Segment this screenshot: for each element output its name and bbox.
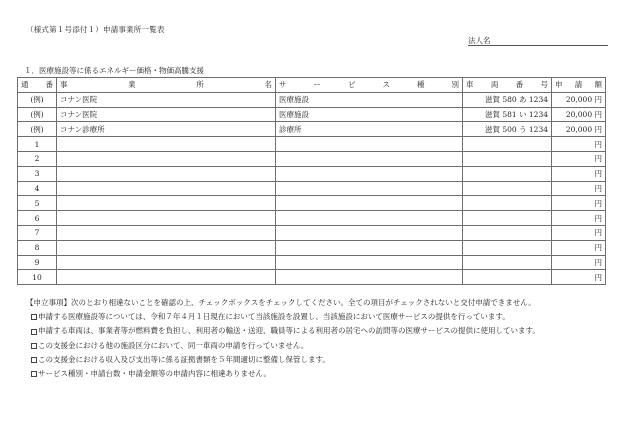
vehicle-number-cell[interactable] (463, 240, 552, 255)
column-header-vehicle-number: 車 両 番 号 (463, 78, 552, 93)
checkbox[interactable] (31, 357, 37, 363)
declaration-text: この支援金における収入及び支出等に係る証拠書類を５年間適切に整備し保管します。 (38, 354, 330, 364)
table-row (18, 151, 606, 166)
vehicle-number-cell[interactable] (463, 196, 552, 211)
table-row (18, 166, 606, 181)
declaration-text: 申請する医療施設等については、令和７年４月１日現在において当該施設を設置し、当該施設において医療サービスの提供を行っています。 (38, 312, 510, 322)
declaration-text: この支援金における他の施設区分において、同一車両の申請を行っていません。 (38, 340, 309, 350)
declaration-text: 申請する車両は、事業者等が燃料費を負担し、利用者の輸送・送迎、職員等による利用者の居宅への訪問等の医療サービスの提供に使用しています。 (38, 326, 540, 336)
example-service-type: 医療施設 (276, 92, 463, 107)
column-header-facility-name: 事 業 所 名 (57, 78, 276, 93)
amount-cell[interactable]: 円 (552, 240, 606, 255)
example-amount: 20,000 円 (552, 92, 606, 107)
table-row (18, 270, 606, 285)
column-header-service-type: サ ー ビ ス 種 別 (276, 78, 463, 93)
row-no: 4 (18, 181, 57, 196)
facility-name-cell[interactable] (57, 270, 276, 285)
corp-name-label: 法人名 (468, 36, 491, 45)
row-no: 2 (18, 151, 57, 166)
amount-cell[interactable]: 円 (552, 151, 606, 166)
vehicle-number-cell[interactable] (463, 270, 552, 285)
row-no: 1 (18, 137, 57, 152)
service-type-cell[interactable] (276, 255, 463, 270)
row-no: 10 (18, 270, 57, 285)
table-header-row (18, 78, 606, 93)
declaration-lead: 【申立事項】次のとおり相違ないことを確認の上、チェックボックスをチェックしてください。全ての項目がチェックされないと交付申請できません。 (26, 298, 536, 307)
vehicle-number-cell[interactable] (463, 181, 552, 196)
service-type-cell[interactable] (276, 181, 463, 196)
declaration-item (31, 324, 540, 338)
row-no: 6 (18, 211, 57, 226)
declaration-item (31, 353, 540, 367)
table-row (18, 211, 606, 226)
service-type-cell[interactable] (276, 225, 463, 240)
example-no: (例) (18, 92, 57, 107)
vehicle-number-cell[interactable] (463, 211, 552, 226)
example-row (18, 122, 606, 137)
amount-cell[interactable]: 円 (552, 270, 606, 285)
example-no: (例) (18, 107, 57, 122)
column-header-no: 通 番 (18, 78, 57, 93)
service-type-cell[interactable] (276, 240, 463, 255)
vehicle-number-cell[interactable] (463, 255, 552, 270)
row-no: 9 (18, 255, 57, 270)
facility-name-cell[interactable] (57, 255, 276, 270)
facility-name-cell[interactable] (57, 181, 276, 196)
amount-cell[interactable]: 円 (552, 196, 606, 211)
vehicle-number-cell[interactable] (463, 166, 552, 181)
example-vehicle-number: 滋賀 500 う 1234 (463, 122, 552, 137)
example-row (18, 107, 606, 122)
service-type-cell[interactable] (276, 166, 463, 181)
vehicle-number-cell[interactable] (463, 225, 552, 240)
amount-cell[interactable]: 円 (552, 137, 606, 152)
declaration-item (31, 339, 540, 353)
table-row (18, 137, 606, 152)
checkbox[interactable] (31, 314, 37, 320)
facility-name-cell[interactable] (57, 151, 276, 166)
declaration-text: サービス種別・申請台数・申請金額等の申請内容に相違ありません。 (38, 369, 271, 379)
facility-name-cell[interactable] (57, 137, 276, 152)
section-title: １．医療施設等に係るエネルギー価格・物価高騰支援 (24, 66, 204, 75)
example-facility-name: コナン診療所 (57, 122, 276, 137)
facility-list-table (17, 77, 606, 285)
service-type-cell[interactable] (276, 151, 463, 166)
amount-cell[interactable]: 円 (552, 181, 606, 196)
table-row (18, 196, 606, 211)
amount-cell[interactable]: 円 (552, 225, 606, 240)
amount-cell[interactable]: 円 (552, 211, 606, 226)
facility-name-cell[interactable] (57, 196, 276, 211)
declaration-item (31, 310, 540, 324)
example-service-type: 診療所 (276, 122, 463, 137)
declaration-item (31, 367, 540, 381)
example-amount: 20,000 円 (552, 122, 606, 137)
table-row (18, 225, 606, 240)
example-row (18, 92, 606, 107)
vehicle-number-cell[interactable] (463, 151, 552, 166)
amount-cell[interactable]: 円 (552, 166, 606, 181)
example-facility-name: コナン医院 (57, 92, 276, 107)
facility-name-cell[interactable] (57, 166, 276, 181)
checkbox[interactable] (31, 371, 37, 377)
example-vehicle-number: 滋賀 581 い 1234 (463, 107, 552, 122)
table-row (18, 181, 606, 196)
corp-name-field[interactable] (468, 36, 608, 46)
column-header-amount: 申 請 額 (552, 78, 606, 93)
table-row (18, 240, 606, 255)
facility-name-cell[interactable] (57, 240, 276, 255)
service-type-cell[interactable] (276, 211, 463, 226)
vehicle-number-cell[interactable] (463, 137, 552, 152)
example-vehicle-number: 滋賀 580 あ 1234 (463, 92, 552, 107)
row-no: 7 (18, 225, 57, 240)
service-type-cell[interactable] (276, 137, 463, 152)
row-no: 8 (18, 240, 57, 255)
example-amount: 20,000 円 (552, 107, 606, 122)
example-facility-name: コナン医院 (57, 107, 276, 122)
service-type-cell[interactable] (276, 270, 463, 285)
row-no: 5 (18, 196, 57, 211)
table-row (18, 255, 606, 270)
amount-cell[interactable]: 円 (552, 255, 606, 270)
service-type-cell[interactable] (276, 196, 463, 211)
facility-name-cell[interactable] (57, 211, 276, 226)
row-no: 3 (18, 166, 57, 181)
checkbox[interactable] (31, 343, 37, 349)
example-no: (例) (18, 122, 57, 137)
checkbox[interactable] (31, 329, 37, 335)
declaration-section (26, 296, 540, 381)
facility-name-cell[interactable] (57, 225, 276, 240)
example-service-type: 医療施設 (276, 107, 463, 122)
form-title: （様式第１号添付１）申請事業所一覧表 (26, 25, 165, 34)
